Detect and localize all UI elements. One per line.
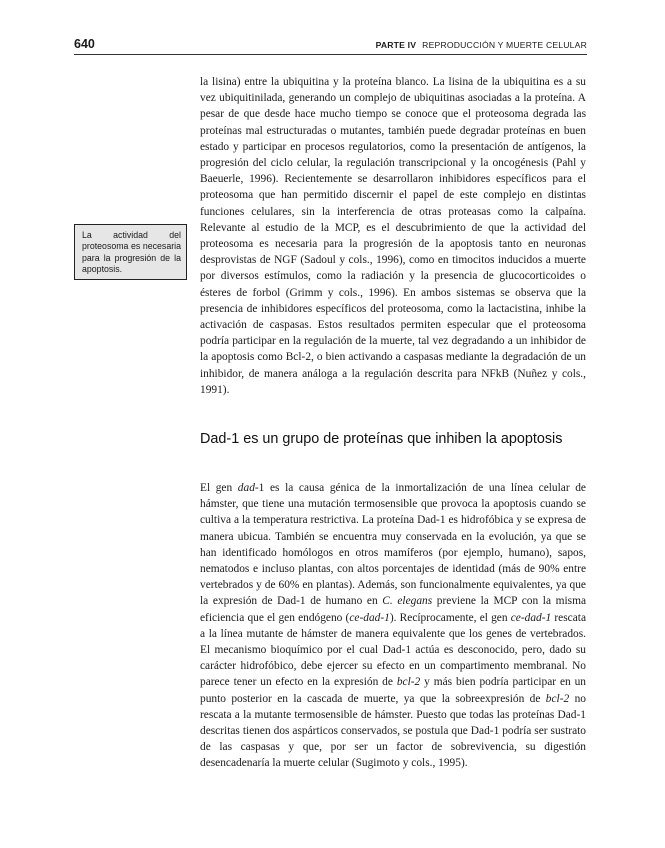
gene-name: bcl-2 — [545, 692, 570, 705]
page-number: 640 — [74, 37, 95, 51]
running-header — [74, 36, 587, 55]
gene-name: ce-dad-1 — [349, 611, 390, 624]
gene-name: bcl-2 — [396, 676, 421, 689]
text-run: y más bien podría participar en un punto posterior en la cascada de muerte, ya que la sobreexpresión de — [200, 676, 587, 705]
gene-name: dad — [237, 482, 255, 494]
text-run: El gen — [200, 482, 238, 494]
running-head-title — [376, 40, 587, 50]
margin-note-box — [74, 224, 187, 280]
text-run: rescata a la línea mutante de hámster de manera equivalente que los genes de vertebrados. El mecanismo bioquímico por el cual Dad-1 actúa es desconocido, pero, dado su carácter hidrofóbico, debe ejercer su efecto en un compartimento membranal. No parece tener un efecto en la expresión de — [200, 611, 586, 689]
text-run: -1 es la causa génica de la inmortalización de una línea celular de hámster, que tiene una mutación termosensible que provoca la apoptosis cuando se cultiva a la temperatura restrictiva. La proteína Dad-1 es hidrofóbica y se expresa de manera ubicua. También se encuentra muy conservada en la evolución, ya que se han identificado homólogos en otros mamíferos (por ejemplo, humano), sapos, nematodos e incluso plantas, con altos porcentajes de identidad (más de 90% entre vertebrados y de 60% en plantas). Además, son funcionalmente equivalentes, ya que la expresión de Dad-1 de humano en — [200, 482, 586, 608]
section-heading-dad1: Dad-1 es un grupo de proteínas que inhiben la apoptosis — [200, 431, 563, 447]
gene-name: ce-dad-1 — [510, 611, 552, 624]
margin-note-text: La actividad del proteosoma es necesaria para la progresión de la apoptosis. — [82, 230, 181, 275]
species-name: C. elegans — [382, 595, 433, 608]
text-run: no rescata a la mutante termosensible de hámster. Puesto que todas las proteínas Dad-1 descritas tienen dos aspárticos conservados, se postula que Dad-1 podría ser sustrato de las caspasas y que, por ser un factor de sobrevivencia, su digestión desencadenaría la muerte celular (Sugimoto y cols., 1995). — [200, 692, 586, 770]
chapter-section-label: REPRODUCCIÓN Y MUERTE CELULAR — [422, 40, 587, 50]
text-run: previene la MCP con la misma eficiencia que el gen endógeno ( — [200, 595, 586, 624]
part-label: PARTE IV — [375, 40, 417, 50]
body-paragraph-proteosome: la lisina) entre la ubiquitina y la proteína blanco. La lisina de la ubiquitina es a su vez ubiquitinilada, generando un complejo de ubiquitinas asociadas a la proteína. A pesar de que desde hace mucho tiempo se conoce que el proteosoma degrada las proteínas mal estructuradas o mutantes, también puede degradar proteínas en buen estado y participar en procesos regulatorios, como la presentación de antígenos, la progresión del ciclo celular, la regulación transcripcional y la oncogénesis (Pahl y Baeuerle, 1996). Recientemente se desarrollaron inhibidores específicos para el proteosoma que han permitido discernir el papel de este complejo en distintas funciones celulares, sin la interferencia de otras proteasas como la calpaína. Relevante al estudio de la MCP, es el descubrimiento de que la actividad del proteosoma es necesaria para la progresión de la apoptosis tanto en neuronas desprovistas de NGF (Sadoul y cols., 1996), como en timocitos inducidos a muerte por diversos estímulos, como la radiación y la presencia de glucocorticoides o ésteres de forbol (Grimm y cols., 1996). En ambos sistemas se observa que la presencia de inhibidores específicos del proteosoma, como la lactacistina, inhibe la activación de caspasas. Estos resultados permiten especular que el proteosoma podría participar en la regulación de la muerte, tal vez degradando a un inhibidor de la apoptosis como Bcl-2, o bien activando a caspasas mediante la degradación de un inhibidor, de manera análoga a la regulación descrita para NFkB (Nuñez y cols., 1991). — [200, 76, 586, 396]
text-run: ). Recíprocamente, el gen — [389, 611, 511, 624]
body-paragraph-dad1 — [200, 480, 586, 772]
